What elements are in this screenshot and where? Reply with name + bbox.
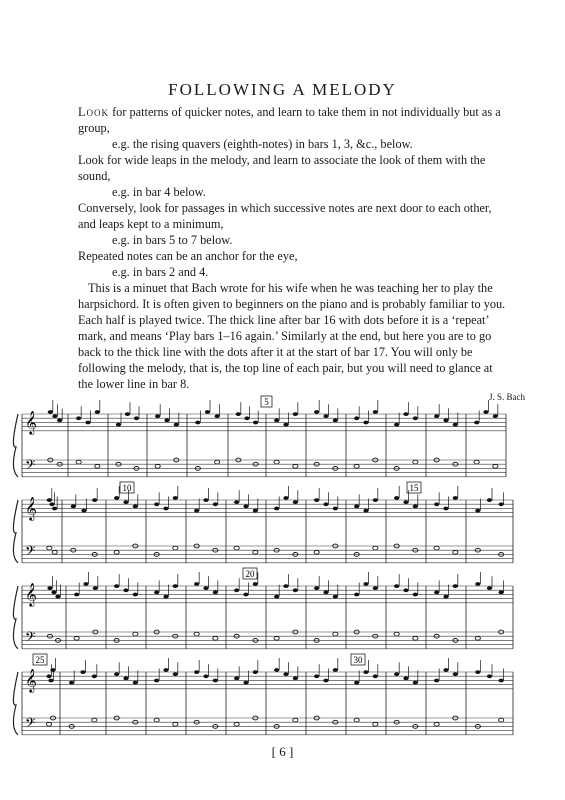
bass-note-head — [46, 722, 51, 726]
note-head — [81, 509, 86, 513]
note-head — [443, 668, 448, 672]
paragraph-text: for patterns of quicker notes, and learn to take them in not individually but as a group, — [78, 105, 501, 135]
bass-note-head — [293, 464, 298, 468]
note-head — [314, 410, 319, 414]
bass-note-head — [194, 632, 199, 636]
note-head — [123, 677, 128, 681]
note-head — [293, 588, 298, 592]
note-head — [475, 670, 480, 674]
note-head — [354, 681, 359, 685]
treble-clef: 𝄞 — [25, 670, 37, 692]
bass-note-head — [434, 722, 439, 726]
note-head — [194, 509, 199, 513]
note-head — [236, 412, 241, 416]
note-head — [323, 414, 328, 418]
note-head — [234, 500, 239, 504]
note-head — [173, 584, 178, 588]
note-head — [133, 593, 138, 597]
note-head — [373, 410, 378, 414]
bass-note-head — [474, 460, 479, 464]
note-head — [373, 586, 378, 590]
note-head — [80, 670, 85, 674]
note-head — [71, 505, 76, 509]
note-head — [50, 668, 55, 672]
note-head — [413, 593, 418, 597]
note-head — [453, 672, 458, 676]
note-head — [499, 591, 504, 595]
note-head — [154, 679, 159, 683]
note-head — [134, 416, 139, 420]
bass-note-head — [234, 546, 239, 550]
bass-clef: 𝄢 — [25, 459, 36, 476]
note-head — [283, 672, 288, 676]
bass-note-head — [155, 464, 160, 468]
note-head — [323, 679, 328, 683]
note-head — [434, 414, 439, 418]
bass-note-head — [52, 550, 57, 554]
note-head — [354, 593, 359, 597]
bass-clef: 𝄢 — [25, 717, 36, 734]
note-head — [163, 507, 168, 511]
note-head — [114, 584, 119, 588]
note-head — [434, 591, 439, 595]
note-head — [47, 498, 52, 502]
bass-note-head — [499, 718, 504, 722]
note-head — [74, 593, 79, 597]
note-head — [155, 414, 160, 418]
note-head — [274, 668, 279, 672]
bass-note-head — [314, 550, 319, 554]
note-head — [253, 421, 258, 425]
note-head — [333, 595, 338, 599]
composer-credit: J. S. Bach — [489, 392, 525, 402]
note-head — [394, 496, 399, 500]
note-head — [403, 677, 408, 681]
bar-number-label: 30 — [353, 655, 363, 665]
bass-note-head — [413, 636, 418, 640]
note-head — [453, 423, 458, 427]
note-head — [475, 509, 480, 513]
note-head — [274, 419, 279, 423]
example-1: e.g. the rising quavers (eighth-notes) in bars 1, 3, &c., below. — [112, 137, 413, 151]
paragraph-3: Conversely, look for passages in which successive notes are next door to each other, and leaps kept to a minimum, — [78, 201, 492, 231]
note-head — [333, 507, 338, 511]
note-head — [125, 412, 130, 416]
bass-note-head — [133, 632, 138, 636]
bass-note-head — [76, 460, 81, 464]
note-head — [314, 586, 319, 590]
bass-note-head — [154, 718, 159, 722]
note-head — [203, 674, 208, 678]
note-head — [194, 582, 199, 586]
note-head — [244, 416, 249, 420]
bass-note-head — [354, 464, 359, 468]
brace — [13, 586, 18, 649]
note-head — [195, 421, 200, 425]
bar-number-20 — [243, 568, 257, 579]
note-head — [243, 593, 248, 597]
paragraph-2: Look for wide leaps in the melody, and learn to associate the look of them with the sound, — [78, 153, 486, 183]
treble-clef: 𝄞 — [25, 412, 37, 434]
note-head — [274, 507, 279, 511]
note-head — [133, 681, 138, 685]
bass-note-head — [333, 632, 338, 636]
note-head — [85, 421, 90, 425]
note-head — [314, 674, 319, 678]
note-head — [83, 582, 88, 586]
note-head — [47, 586, 52, 590]
note-head — [234, 588, 239, 592]
page-title: FOLLOWING A MELODY — [168, 80, 397, 99]
bass-note-head — [173, 722, 178, 726]
bass-clef: 𝄢 — [25, 545, 36, 562]
paragraph-5: This is a minuet that Bach wrote for his wife when he was teaching her to play the harpsichord. It is often given to beginners on the piano and is probably familiar to you. Each half is played twice. The thick line after bar 16 with dots before it is a ‘repeat’ mark, and means ‘Play bars 1–16 again.’ Similarly at the end, but here you are to go back to the thick line with the dots after it at the start of bar 17. You will only be following the melody, that is, the top line of each pair, but you will need to glance at the lower line in bar 8. — [78, 281, 506, 391]
note-head — [443, 419, 448, 423]
note-head — [403, 500, 408, 504]
note-head — [92, 674, 97, 678]
bass-note-head — [47, 546, 52, 550]
note-head — [76, 416, 81, 420]
note-head — [48, 410, 53, 414]
note-head — [394, 584, 399, 588]
note-head — [48, 679, 53, 683]
note-head — [434, 679, 439, 683]
score-systems — [13, 400, 513, 735]
note-head — [154, 502, 159, 506]
note-head — [253, 509, 258, 513]
bass-note-head — [234, 722, 239, 726]
bass-note-head — [173, 546, 178, 550]
note-head — [243, 681, 248, 685]
note-head — [363, 670, 368, 674]
note-head — [434, 502, 439, 506]
brace — [13, 672, 18, 735]
note-head — [493, 414, 498, 418]
note-head — [394, 423, 399, 427]
note-head — [333, 419, 338, 423]
bass-note-head — [413, 460, 418, 464]
bass-note-head — [453, 550, 458, 554]
note-head — [413, 505, 418, 509]
lead-word: Look — [78, 105, 110, 119]
bass-note-head — [213, 636, 218, 640]
note-head — [293, 412, 298, 416]
note-head — [413, 681, 418, 685]
note-head — [123, 500, 128, 504]
note-head — [116, 423, 121, 427]
note-head — [323, 502, 328, 506]
note-head — [253, 670, 258, 674]
note-head — [453, 584, 458, 588]
note-head — [499, 679, 504, 683]
note-head — [283, 496, 288, 500]
note-head — [403, 588, 408, 592]
note-head — [57, 419, 62, 423]
note-head — [363, 582, 368, 586]
note-head — [234, 677, 239, 681]
note-head — [483, 410, 488, 414]
note-head — [487, 498, 492, 502]
treble-clef: 𝄞 — [25, 584, 37, 606]
bass-clef: 𝄢 — [25, 631, 36, 648]
note-head — [52, 507, 57, 511]
note-head — [123, 588, 128, 592]
note-head — [475, 582, 480, 586]
note-head — [95, 410, 100, 414]
bass-note-head — [373, 722, 378, 726]
note-head — [174, 423, 179, 427]
bass-note-head — [394, 632, 399, 636]
note-head — [413, 416, 418, 420]
note-head — [55, 595, 60, 599]
note-head — [363, 509, 368, 513]
note-head — [443, 595, 448, 599]
example-2: e.g. in bar 4 below. — [112, 185, 206, 199]
example-4: e.g. in bars 2 and 4. — [112, 265, 209, 279]
bass-note-head — [253, 550, 258, 554]
note-head — [403, 412, 408, 416]
bass-note-head — [114, 550, 119, 554]
note-head — [243, 505, 248, 509]
note-head — [69, 681, 74, 685]
note-head — [213, 591, 218, 595]
note-head — [114, 672, 119, 676]
note-head — [363, 421, 368, 425]
note-head — [323, 591, 328, 595]
bass-note-head — [373, 546, 378, 550]
note-head — [253, 582, 258, 586]
note-head — [487, 586, 492, 590]
bass-note-head — [95, 464, 100, 468]
note-head — [443, 507, 448, 511]
note-head — [373, 498, 378, 502]
note-head — [164, 419, 169, 423]
bass-note-head — [274, 636, 279, 640]
note-head — [163, 668, 168, 672]
note-head — [203, 498, 208, 502]
brace — [13, 414, 18, 477]
bass-note-head — [293, 718, 298, 722]
note-head — [173, 496, 178, 500]
bass-note-head — [354, 718, 359, 722]
bar-number-15 — [407, 482, 421, 493]
note-head — [205, 410, 210, 414]
note-head — [93, 586, 98, 590]
note-head — [274, 595, 279, 599]
bass-note-head — [434, 546, 439, 550]
note-head — [173, 672, 178, 676]
note-head — [487, 674, 492, 678]
note-head — [293, 500, 298, 504]
note-head — [474, 421, 479, 425]
note-head — [213, 502, 218, 506]
note-head — [215, 414, 220, 418]
note-head — [154, 591, 159, 595]
page-number: [ 6 ] — [271, 744, 294, 759]
note-head — [283, 423, 288, 427]
bar-number-label: 10 — [122, 483, 132, 493]
bass-note-head — [215, 460, 220, 464]
note-head — [394, 672, 399, 676]
bar-number-5 — [261, 396, 272, 407]
bar-number-label: 20 — [245, 569, 255, 579]
bar-number-label: 25 — [35, 655, 45, 665]
note-head — [92, 498, 97, 502]
note-head — [499, 502, 504, 506]
note-head — [163, 595, 168, 599]
bass-note-head — [74, 636, 79, 640]
bass-note-head — [274, 460, 279, 464]
bass-note-head — [493, 464, 498, 468]
note-head — [194, 670, 199, 674]
note-head — [133, 505, 138, 509]
treble-clef: 𝄞 — [25, 498, 37, 520]
note-head — [293, 677, 298, 681]
example-3: e.g. in bars 5 to 7 below. — [112, 233, 233, 247]
note-head — [51, 591, 56, 595]
note-head — [373, 674, 378, 678]
note-head — [114, 496, 119, 500]
note-head — [453, 496, 458, 500]
bar-number-25 — [33, 654, 47, 665]
note-head — [203, 586, 208, 590]
bass-note-head — [92, 718, 97, 722]
note-head — [354, 505, 359, 509]
note-head — [283, 584, 288, 588]
paragraph-4: Repeated notes can be an anchor for the eye, — [78, 249, 298, 263]
note-head — [49, 502, 54, 506]
note-head — [314, 498, 319, 502]
bar-number-10 — [120, 482, 134, 493]
bar-number-30 — [351, 654, 365, 665]
bar-number-label: 15 — [409, 483, 419, 493]
brace — [13, 500, 18, 563]
note-head — [213, 679, 218, 683]
bass-note-head — [475, 636, 480, 640]
bar-number-label: 5 — [264, 397, 269, 407]
note-head — [46, 674, 51, 678]
note-head — [333, 668, 338, 672]
note-head — [354, 416, 359, 420]
note-head — [52, 414, 57, 418]
